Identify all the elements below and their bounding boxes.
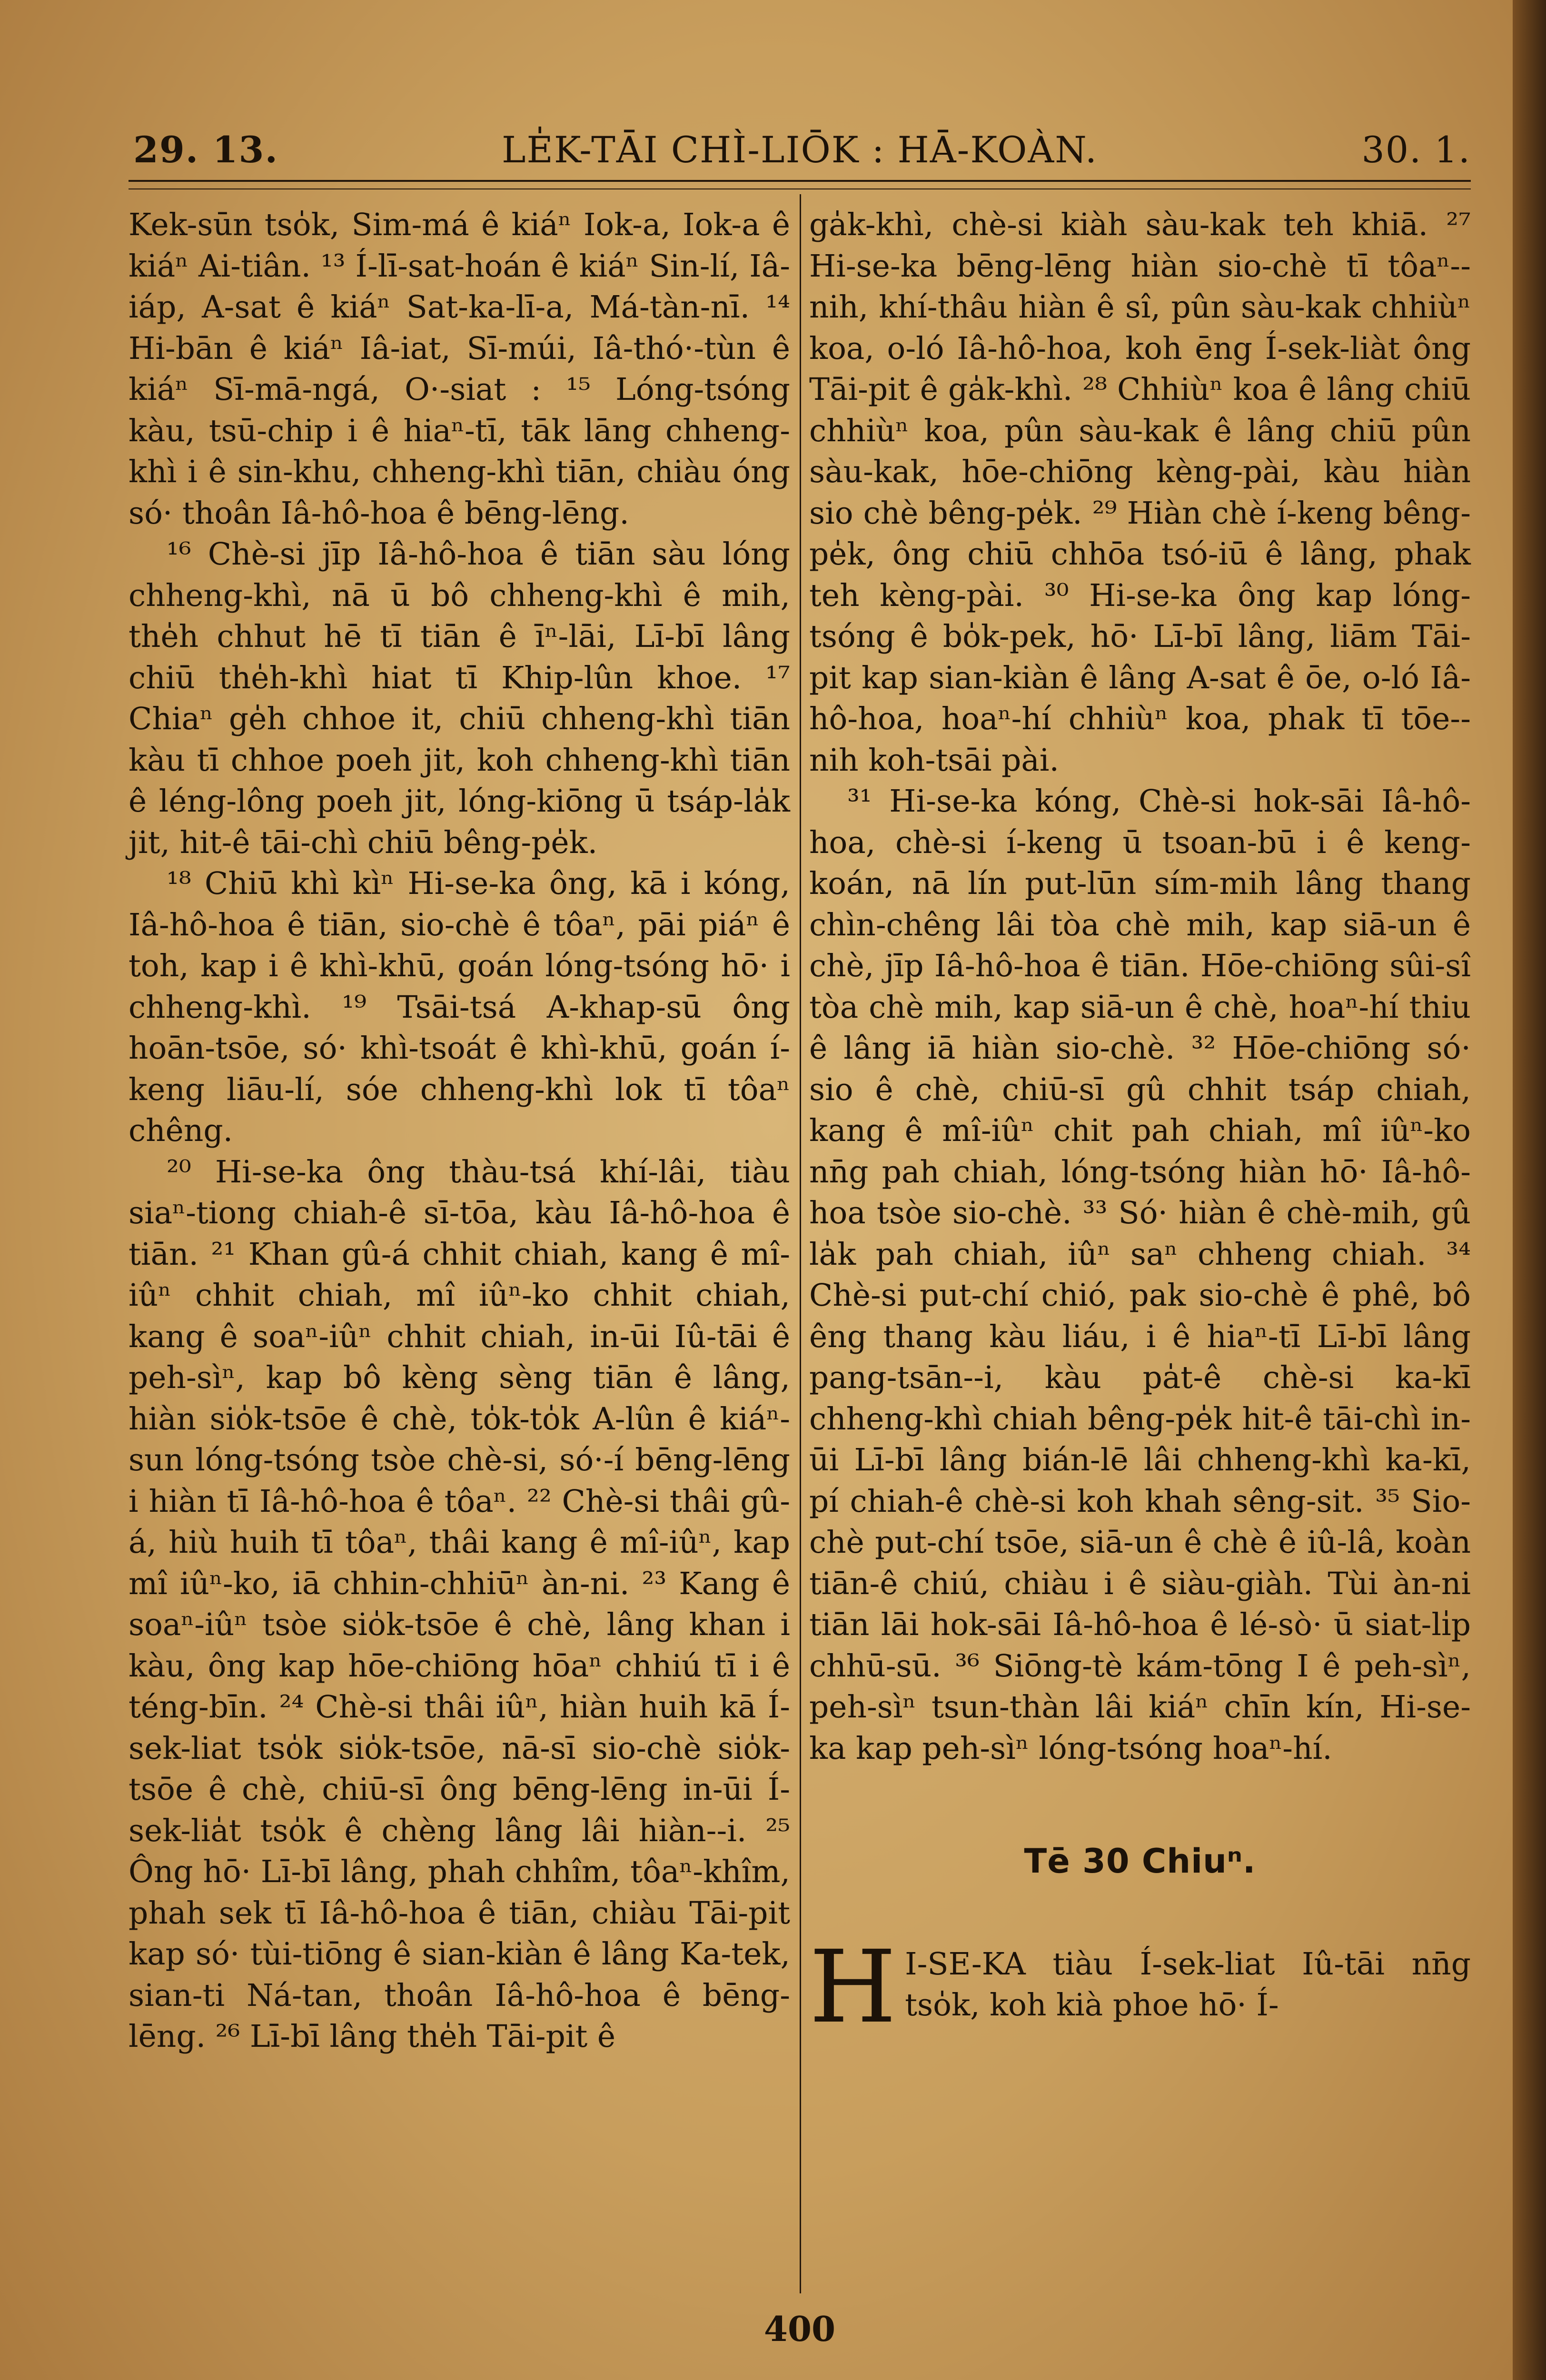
column-divider xyxy=(800,194,801,2293)
page-number: 400 xyxy=(763,2309,836,2349)
paragraph: ¹⁶ Chè-si jīp Iâ-hô-hoa ê tiān sàu lóng chheng-khì, nā ū bô chheng-khì ê mih, the̍h chhut hē tī tiān ê īⁿ-lāi, Lī-bī lâng chiū the̍h-khì hiat tī Khip-lûn khoe. ¹⁷ Chiaⁿ ge̍h chhoe it, chiū chheng-khì tiān kàu tī chhoe poeh jit, koh chheng-khì tiān ê léng-lông poeh jit, lóng-kiōng ū tsáp-la̍k jit, hit-ê tāi-chì chiū bêng-pe̍k. xyxy=(129,536,790,861)
drop-cap-letter: H xyxy=(809,1928,897,2045)
chapter-opening-text: I-SE-KA tiàu Í-sek-liat Iû-tāi nn̄g tso̍k, koh kià phoe hō· Í- xyxy=(905,1946,1471,2023)
header-rule-thick xyxy=(129,180,1471,182)
paragraph: ³¹ Hi-se-ka kóng, Chè-si hok-sāi Iâ-hô-hoa, chè-si í-keng ū tsoan-bū i ê keng-koán, nā lín put-lūn sím-mih lâng thang chìn-chêng lâi tòa chè mih, kap siā-un ê chè, jīp Iâ-hô-hoa ê tiān. Hōe-chiōng sûi-sî tòa chè mih, kap siā-un ê chè, hoaⁿ-hí thiu ê lâng iā hiàn sio-chè. ³² Hōe-chiōng só· sio ê chè, chiū-sī gû chhit tsáp chiah, kang ê mî-iûⁿ chit pah chiah, mî iûⁿ-ko nn̄g pah chiah, lóng-tsóng hiàn hō· Iâ-hô-hoa tsòe sio-chè. ³³ Só· hiàn ê chè-mih, gû la̍k pah chiah, iûⁿ saⁿ chheng chiah. ³⁴ Chè-si put-chí chió, pak sio-chè ê phê, bô êng thang kàu liáu, i ê hiaⁿ-tī Lī-bī lâng pang-tsān--i, kàu pa̍t-ê chè-si ka-kī chheng-khì chiah bêng-pe̍k hit-ê tāi-chì in-ūi Lī-bī lâng bián-lē lâi chheng-khì ka-kī, pí chiah-ê chè-si koh khah sêng-sit. ³⁵ Sio-chè put-chí tsōe, siā-un ê chè ê iû-lâ, koàn tiān-ê chiú, chiàu i ê siàu-giàh. Tùi àn-ni tiān lāi hok-sāi Iâ-hô-hoa ê lé-sò· ū siat-li̍p chhū-sū. ³⁶ Siōng-tè kám-tōng I ê peh-sìⁿ, peh-sìⁿ tsun-thàn lâi kiáⁿ chīn kín, Hi-se-ka kap peh-sìⁿ lóng-tsóng hoaⁿ-hí. xyxy=(809,783,1471,1766)
paragraph: ga̍k-khì, chè-si kiàh sàu-kak teh khiā. ²⁷ Hi-se-ka bēng-lēng hiàn sio-chè tī tôaⁿ--nih, khí-thâu hiàn ê sî, pûn sàu-kak chhiùⁿ koa, o-ló Iâ-hô-hoa, koh ēng Í-sek-liàt ông Tāi-pit ê ga̍k-khì. ²⁸ Chhiùⁿ koa ê lâng chiū chhiùⁿ koa, pûn sàu-kak ê lâng chiū pûn sàu-kak, hōe-chiōng kèng-pài, kàu hiàn sio chè bêng-pe̍k. ²⁹ Hiàn chè í-keng bêng-pe̍k, ông chiū chhōa tsó-iū ê lâng, phak teh kèng-pài. ³⁰ Hi-se-ka ông kap lóng-tsóng ê bo̍k-pek, hō· Lī-bī lâng, liām Tāi-pit kap sian-kiàn ê lâng A-sat ê ōe, o-ló Iâ-hô-hoa, hoaⁿ-hí chhiùⁿ koa, phak tī tōe--nih koh-tsāi pài. xyxy=(809,207,1471,778)
running-header xyxy=(129,119,1471,171)
header-verse-end: 30. 1. xyxy=(1361,129,1471,171)
left-column xyxy=(129,205,790,2058)
right-column xyxy=(809,205,1471,2045)
book-spine xyxy=(1513,0,1546,2380)
paragraph: ¹⁸ Chiū khì kìⁿ Hi-se-ka ông, kā i kóng, Iâ-hô-hoa ê tiān, sio-chè ê tôaⁿ, pāi piáⁿ ê toh, kap i ê khì-khū, goán lóng-tsóng hō· i chheng-khì. ¹⁹ Tsāi-tsá A-khap-sū ông hoān-tsōe, só· khì-tsoát ê khì-khū, goán í-keng liāu-lí, sóe chheng-khì lok tī tôaⁿ chêng. xyxy=(129,866,790,1149)
header-book-title: LE̍K-TĀI CHÌ-LIŌK : HĀ-KOÀN. xyxy=(501,129,1098,171)
chapter-heading: Tē 30 Chiuⁿ. xyxy=(1024,1842,1256,1881)
book-page xyxy=(129,119,1471,2370)
paragraph: Kek-sūn tso̍k, Sim-má ê kiáⁿ Iok-a, Iok-a ê kiáⁿ Ai-tiân. ¹³ Í-lī-sat-hoán ê kiáⁿ Sin-lí, Iâ-iáp, A-sat ê kiáⁿ Sat-ka-lī-a, Má-tàn-nī. ¹⁴ Hi-bān ê kiáⁿ Iâ-iat, Sī-múi, Iâ-thó·-tùn ê kiáⁿ Sī-mā-ngá, O·-siat : ¹⁵ Lóng-tsóng kàu, tsū-chip i ê hiaⁿ-tī, tāk lāng chheng-khì i ê sin-khu, chheng-khì tiān, chiàu óng só· thoân Iâ-hô-hoa ê bēng-lēng. xyxy=(129,207,790,531)
paragraph: ²⁰ Hi-se-ka ông thàu-tsá khí-lâi, tiàu siaⁿ-tiong chiah-ê sī-tōa, kàu Iâ-hô-hoa ê tiān. ²¹ Khan gû-á chhit chiah, kang ê mî-iûⁿ chhit chiah, mî iûⁿ-ko chhit chiah, kang ê soaⁿ-iûⁿ chhit chiah, in-ūi Iû-tāi ê peh-sìⁿ, kap bô kèng sèng tiān ê lâng, hiàn sio̍k-tsōe ê chè, to̍k-to̍k A-lûn ê kiáⁿ-sun lóng-tsóng tsòe chè-si, só·-í bēng-lēng i hiàn tī Iâ-hô-hoa ê tôaⁿ. ²² Chè-si thâi gû-á, hiù huih tī tôaⁿ, thâi kang ê mî-iûⁿ, kap mî iûⁿ-ko, iā chhin-chhiūⁿ àn-ni. ²³ Kang ê soaⁿ-iûⁿ tsòe sio̍k-tsōe ê chè, lâng khan i kàu, ông kap hōe-chiōng hōaⁿ chhiú tī i ê téng-bīn. ²⁴ Chè-si thâi iûⁿ, hiàn huih kā Í-sek-liat tso̍k sio̍k-tsōe, nā-sī sio-chè sio̍k-tsōe ê chè, chiū-sī ông bēng-lēng in-ūi Í-sek-lia̍t tso̍k ê chèng lâng lâi hiàn--i. ²⁵ Ông hō· Lī-bī lâng, phah chhîm, tôaⁿ-khîm, phah sek tī Iâ-hô-hoa ê tiān, chiàu Tāi-pit kap só· tùi-tiōng ê sian-kiàn ê lâng Ka-tek, sian-ti Ná-tan, thoân Iâ-hô-hoa ê bēng-lēng. ²⁶ Lī-bī lâng the̍h Tāi-pit ê xyxy=(129,1154,790,2054)
header-verse-start: 29. 13. xyxy=(133,129,278,171)
header-rule-thin xyxy=(129,188,1471,189)
chapter-opening-paragraph xyxy=(809,1928,1471,2045)
